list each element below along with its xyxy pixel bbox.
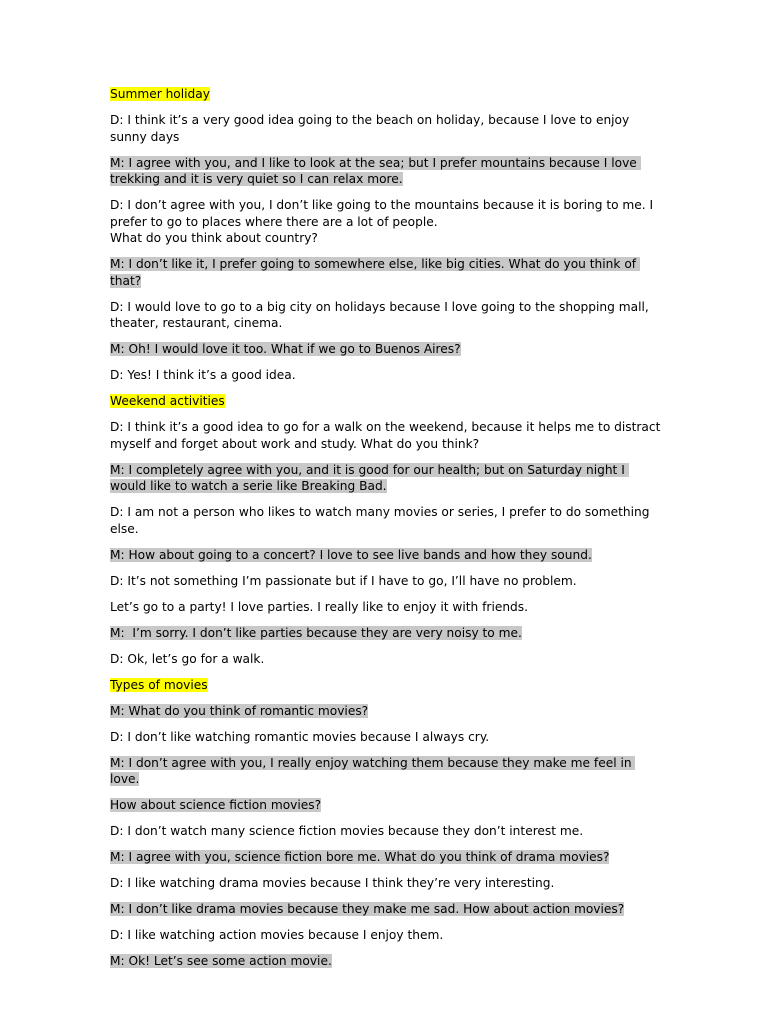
line-text: M: I agree with you, and I like to look at the sea; but I prefer mountains because I love trekking and it is very quiet so I can relax more.: [110, 155, 641, 186]
dialogue-line-d: [110, 112, 662, 145]
section-heading-types-of-movies: [110, 677, 662, 694]
line-text: D: I don’t like watching romantic movies because I always cry.: [110, 729, 490, 744]
dialogue-line-d: [110, 197, 662, 247]
line-text: M: I don’t agree with you, I really enjoy watching them because they make me feel in love.: [110, 755, 636, 786]
dialogue-line-m: [110, 901, 662, 918]
dialogue-line-m: [110, 625, 662, 642]
line-text: M: What do you think of romantic movies?: [110, 703, 369, 718]
line-text: D: I think it’s a very good idea going to the beach on holiday, because I love to enjoy sunny days: [110, 113, 634, 144]
dialogue-line-m: [110, 547, 662, 564]
dialogue-line-m: [110, 797, 662, 814]
line-text: M: How about going to a concert? I love to see live bands and how they sound.: [110, 547, 592, 562]
heading-text: Weekend activities: [110, 394, 225, 408]
dialogue-line-m: [110, 953, 662, 970]
line-text: D: I am not a person who likes to watch many movies or series, I prefer to do something else.: [110, 505, 654, 536]
line-text: D: I like watching action movies because I enjoy them.: [110, 928, 444, 942]
dialogue-line-d: [110, 823, 662, 840]
line-text: D: Yes! I think it’s a good idea.: [110, 368, 296, 382]
dialogue-line-m: [110, 155, 662, 188]
heading-text: Summer holiday: [110, 87, 210, 101]
line-text: D: I don’t watch many science fiction movies because they don’t interest me.: [110, 824, 584, 838]
dialogue-line-d: [110, 599, 662, 616]
section-heading-summer-holiday: [110, 86, 662, 103]
line-text: D: I like watching drama movies because I think they’re very interesting.: [110, 876, 555, 890]
dialogue-line-m: [110, 755, 662, 788]
line-text: M: I don’t like it, I prefer going to somewhere else, like big cities. What do you think of that?: [110, 257, 640, 288]
line-text: How about science fiction movies?: [110, 798, 322, 812]
line-text: D: Ok, let’s go for a walk.: [110, 651, 265, 666]
dialogue-line-m: [110, 462, 662, 495]
dialogue-line-d: [110, 299, 662, 332]
line-text: M: I agree with you, science fiction bore me. What do you think of drama movies?: [110, 850, 610, 864]
line-text: Let’s go to a party! I love parties. I really like to enjoy it with friends.: [110, 599, 529, 614]
dialogue-line-m: [110, 703, 662, 720]
dialogue-line-d: [110, 573, 662, 590]
line-text: D: I don’t agree with you, I don’t like going to the mountains because it is boring to me. I prefer to go to places where there are a lot of people. What do you think about country?: [110, 198, 654, 245]
dialogue-line-d: [110, 367, 662, 384]
dialogue-line-d: [110, 419, 665, 452]
line-text: M: Oh! I would love it too. What if we go to Buenos Aires?: [110, 342, 461, 356]
line-text: M: I’m sorry. I don’t like parties because they are very noisy to me.: [110, 625, 522, 640]
dialogue-line-d: [110, 927, 662, 944]
heading-text: Types of movies: [110, 677, 208, 692]
section-heading-weekend-activities: [110, 393, 662, 410]
line-text: D: I think it’s a good idea to go for a walk on the weekend, because it helps me to distract myself and forget about work and study. What do you think?: [110, 420, 665, 451]
document-page: [110, 86, 665, 979]
line-text: M: Ok! Let’s see some action movie.: [110, 954, 332, 968]
dialogue-line-d: [110, 729, 662, 746]
dialogue-line-d: [110, 651, 662, 668]
line-text: M: I completely agree with you, and it is good for our health; but on Saturday night I would like to watch a serie like Breaking Bad.: [110, 462, 629, 493]
line-text: M: I don’t like drama movies because they make me sad. How about action movies?: [110, 902, 625, 916]
dialogue-line-d: [110, 504, 662, 537]
dialogue-line-d: [110, 875, 662, 892]
line-text: D: It’s not something I’m passionate but if I have to go, I’ll have no problem.: [110, 573, 577, 588]
dialogue-line-m: [110, 341, 662, 358]
dialogue-line-m: [110, 256, 662, 289]
line-text: D: I would love to go to a big city on holidays because I love going to the shopping mall, theater, restaurant, cinema.: [110, 299, 653, 330]
dialogue-line-m: [110, 849, 662, 866]
